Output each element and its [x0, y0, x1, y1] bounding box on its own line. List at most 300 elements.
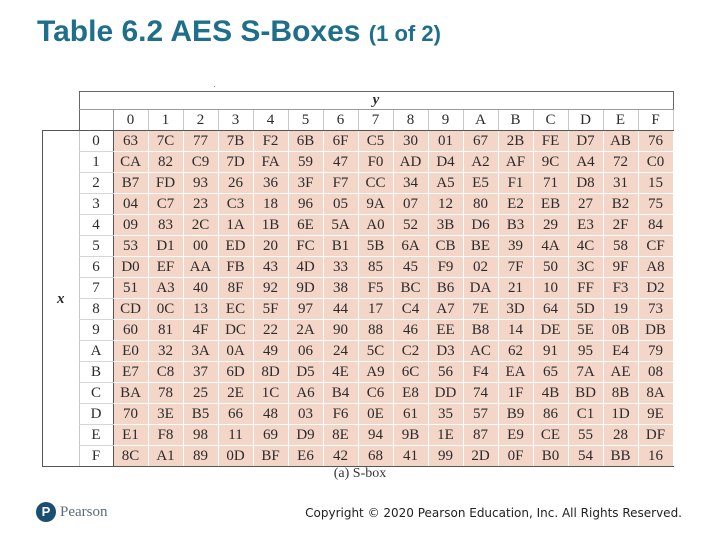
column-header: F: [638, 110, 673, 131]
sbox-cell: AC: [463, 341, 498, 362]
sbox-cell: 34: [393, 173, 428, 194]
sbox-cell: 13: [183, 299, 218, 320]
sbox-cell: 1D: [603, 404, 638, 425]
sbox-cell: 50: [533, 257, 568, 278]
sbox-cell: 41: [393, 446, 428, 467]
sbox-cell: 6C: [393, 362, 428, 383]
sbox-cell: 7D: [218, 152, 253, 173]
sbox-cell: CC: [358, 173, 393, 194]
sbox-cell: 04: [113, 194, 148, 215]
column-header: 3: [218, 110, 253, 131]
sbox-cell: 85: [358, 257, 393, 278]
sbox-cell: A6: [288, 383, 323, 404]
sbox-cell: 15: [638, 173, 673, 194]
sbox-cell: 24: [323, 341, 358, 362]
row-header: A: [79, 341, 113, 362]
table-row: [43, 425, 674, 446]
sbox-cell: 20: [253, 236, 288, 257]
sbox-cell: FC: [288, 236, 323, 257]
sbox-cell: DD: [428, 383, 463, 404]
sbox-cell: 7F: [498, 257, 533, 278]
sbox-cell: 90: [323, 320, 358, 341]
sbox-cell: C1: [568, 404, 603, 425]
sbox-cell: 5C: [358, 341, 393, 362]
sbox-cell: 49: [253, 341, 288, 362]
sbox-cell: E2: [498, 194, 533, 215]
sbox-cell: 53: [113, 236, 148, 257]
sbox-cell: EC: [218, 299, 253, 320]
row-header: 2: [79, 173, 113, 194]
sbox-cell: DF: [638, 425, 673, 446]
table-row: [43, 278, 674, 299]
sbox-cell: ED: [218, 236, 253, 257]
sbox-cell: E4: [603, 341, 638, 362]
sbox-cell: 63: [113, 131, 148, 152]
column-header: 6: [323, 110, 358, 131]
sbox-cell: 4F: [183, 320, 218, 341]
sbox-cell: EA: [498, 362, 533, 383]
x-axis-label: x: [43, 131, 80, 467]
sbox-cell: 96: [288, 194, 323, 215]
sbox-cell: 67: [463, 131, 498, 152]
table-row: [43, 320, 674, 341]
sbox-cell: BD: [568, 383, 603, 404]
sbox-cell: 08: [638, 362, 673, 383]
sbox-cell: 58: [603, 236, 638, 257]
sbox-cell: 1F: [498, 383, 533, 404]
sbox-cell: 98: [183, 425, 218, 446]
sbox-cell: 30: [393, 131, 428, 152]
sbox-cell: 70: [113, 404, 148, 425]
y-axis-label: y: [79, 92, 673, 110]
sbox-cell: 2B: [498, 131, 533, 152]
sbox-cell: 17: [358, 299, 393, 320]
sbox-cell: 6B: [288, 131, 323, 152]
sbox-cell: E9: [498, 425, 533, 446]
sbox-cell: FE: [533, 131, 568, 152]
sbox-cell: E7: [113, 362, 148, 383]
sbox-cell: E8: [393, 383, 428, 404]
sbox-cell: BC: [393, 278, 428, 299]
sbox-cell: B0: [533, 446, 568, 467]
sbox-cell: 81: [148, 320, 183, 341]
sbox-cell: F6: [323, 404, 358, 425]
sbox-cell: D1: [148, 236, 183, 257]
sbox-cell: CB: [428, 236, 463, 257]
sbox-cell: 68: [358, 446, 393, 467]
sbox-cell: 0E: [358, 404, 393, 425]
sbox-cell: C9: [183, 152, 218, 173]
sbox-cell: C6: [358, 383, 393, 404]
sbox-cell: F1: [498, 173, 533, 194]
sbox-cell: 6E: [288, 215, 323, 236]
table-row: [43, 257, 674, 278]
sbox-cell: 72: [603, 152, 638, 173]
sbox-cell: D4: [428, 152, 463, 173]
row-header: 1: [79, 152, 113, 173]
row-header: 0: [79, 131, 113, 152]
row-header: B: [79, 362, 113, 383]
sbox-cell: C2: [393, 341, 428, 362]
sbox-cell: BF: [253, 446, 288, 467]
header-corner: [79, 110, 113, 131]
sbox-cell: 9F: [603, 257, 638, 278]
sbox-cell: F4: [463, 362, 498, 383]
sbox-cell: 35: [428, 404, 463, 425]
sbox-cell: 54: [568, 446, 603, 467]
column-header: 1: [148, 110, 183, 131]
sbox-cell: 5E: [568, 320, 603, 341]
sbox-cell: 2C: [183, 215, 218, 236]
sbox-cell: 82: [148, 152, 183, 173]
column-header: 5: [288, 110, 323, 131]
sbox-cell: E3: [568, 215, 603, 236]
column-header: 2: [183, 110, 218, 131]
sbox-cell: 47: [323, 152, 358, 173]
sbox-cell: 32: [148, 341, 183, 362]
sbox-cell: DB: [638, 320, 673, 341]
sbox-cell: 19: [603, 299, 638, 320]
sbox-cell: 99: [428, 446, 463, 467]
sbox-cell: D7: [568, 131, 603, 152]
sbox-cell: A1: [148, 446, 183, 467]
sbox-cell: B5: [183, 404, 218, 425]
sbox-cell: 42: [323, 446, 358, 467]
sbox-cell: F0: [358, 152, 393, 173]
sbox-cell: B6: [428, 278, 463, 299]
title-main: Table 6.2 AES S-Boxes: [37, 15, 361, 48]
sbox-cell: 73: [638, 299, 673, 320]
slide-title: [37, 14, 441, 50]
sbox-cell: F8: [148, 425, 183, 446]
sbox-cell: 3B: [428, 215, 463, 236]
sbox-cell: DA: [463, 278, 498, 299]
sbox-cell: 3D: [498, 299, 533, 320]
column-header-row: [43, 110, 674, 131]
column-header: D: [568, 110, 603, 131]
sbox-cell: BA: [113, 383, 148, 404]
table-row: [43, 173, 674, 194]
sbox-cell: E5: [463, 173, 498, 194]
sbox-cell: 5B: [358, 236, 393, 257]
sbox-cell: A7: [428, 299, 463, 320]
sbox-cell: EF: [148, 257, 183, 278]
sbox-cell: 37: [183, 362, 218, 383]
stray-dot: [214, 86, 215, 87]
title-subtitle: (1 of 2): [368, 21, 441, 46]
row-header: 3: [79, 194, 113, 215]
sbox-cell: 6D: [218, 362, 253, 383]
sbox-cell: 55: [568, 425, 603, 446]
sbox-cell: 69: [253, 425, 288, 446]
sbox-cell: 06: [288, 341, 323, 362]
sbox-cell: 3F: [288, 173, 323, 194]
table-row: [43, 152, 674, 173]
sbox-cell: 3E: [148, 404, 183, 425]
sbox-cell: 9C: [533, 152, 568, 173]
sbox-cell: 92: [253, 278, 288, 299]
column-header: 4: [253, 110, 288, 131]
table-spacer: [43, 92, 80, 131]
sbox-cell: 8E: [323, 425, 358, 446]
sbox-cell: 39: [498, 236, 533, 257]
sbox-cell: 9D: [288, 278, 323, 299]
sbox-cell: 43: [253, 257, 288, 278]
sbox-cell: 52: [393, 215, 428, 236]
sbox-cell: 86: [533, 404, 568, 425]
sbox-cell: FD: [148, 173, 183, 194]
sbox-cell: 48: [253, 404, 288, 425]
pearson-logo-icon: P: [36, 502, 56, 522]
sbox-cell: A3: [148, 278, 183, 299]
sbox-cell: 0F: [498, 446, 533, 467]
sbox-cell: 1E: [428, 425, 463, 446]
sbox-cell: 4E: [323, 362, 358, 383]
sbox-cell: 66: [218, 404, 253, 425]
sbox-cell: F5: [358, 278, 393, 299]
sbox-cell: 7A: [568, 362, 603, 383]
sbox-cell: 2D: [463, 446, 498, 467]
sbox-cell: EE: [428, 320, 463, 341]
sbox-cell: E0: [113, 341, 148, 362]
sbox-cell: B9: [498, 404, 533, 425]
sbox-table: [42, 91, 674, 467]
sbox-cell: 7C: [148, 131, 183, 152]
row-header: 9: [79, 320, 113, 341]
column-header: 7: [358, 110, 393, 131]
sbox-cell: C0: [638, 152, 673, 173]
sbox-cell: 25: [183, 383, 218, 404]
sbox-cell: 95: [568, 341, 603, 362]
sbox-cell: F7: [323, 173, 358, 194]
sbox-cell: 27: [568, 194, 603, 215]
column-header: B: [498, 110, 533, 131]
sbox-cell: 29: [533, 215, 568, 236]
table-row: [43, 362, 674, 383]
sbox-cell: 94: [358, 425, 393, 446]
sbox-cell: 5A: [323, 215, 358, 236]
sbox-cell: 6F: [323, 131, 358, 152]
sbox-cell: 28: [603, 425, 638, 446]
row-header: 7: [79, 278, 113, 299]
table-row: [43, 194, 674, 215]
sbox-cell: CA: [113, 152, 148, 173]
table-row: [43, 383, 674, 404]
sbox-cell: A9: [358, 362, 393, 383]
sbox-cell: CF: [638, 236, 673, 257]
column-header: E: [603, 110, 638, 131]
sbox-cell: D2: [638, 278, 673, 299]
sbox-cell: 2F: [603, 215, 638, 236]
sbox-cell: 80: [463, 194, 498, 215]
sbox-cell: F9: [428, 257, 463, 278]
pearson-logo: [36, 502, 108, 522]
sbox-cell: 77: [183, 131, 218, 152]
row-header: E: [79, 425, 113, 446]
column-header: 0: [113, 110, 148, 131]
sbox-cell: D9: [288, 425, 323, 446]
sbox-cell: 18: [253, 194, 288, 215]
sbox-cell: 51: [113, 278, 148, 299]
sbox-cell: 36: [253, 173, 288, 194]
row-header: 6: [79, 257, 113, 278]
sbox-cell: 7B: [218, 131, 253, 152]
sbox-cell: 33: [323, 257, 358, 278]
sbox-cell: AB: [603, 131, 638, 152]
sbox-cell: 23: [183, 194, 218, 215]
sbox-cell: 8A: [638, 383, 673, 404]
sbox-cell: 78: [148, 383, 183, 404]
sbox-cell: 7E: [463, 299, 498, 320]
sbox-cell: 59: [288, 152, 323, 173]
sbox-cell: E6: [288, 446, 323, 467]
sbox-cell: AE: [603, 362, 638, 383]
table-row: [43, 236, 674, 257]
sbox-cell: CE: [533, 425, 568, 446]
sbox-cell: D3: [428, 341, 463, 362]
sbox-cell: 1A: [218, 215, 253, 236]
sbox-cell: 3A: [183, 341, 218, 362]
sbox-cell: FF: [568, 278, 603, 299]
sbox-cell: A5: [428, 173, 463, 194]
sbox-cell: EB: [533, 194, 568, 215]
column-header: 9: [428, 110, 463, 131]
sbox-cell: 2A: [288, 320, 323, 341]
sbox-cell: A0: [358, 215, 393, 236]
sbox-cell: DE: [533, 320, 568, 341]
sbox-cell: 16: [638, 446, 673, 467]
table-row: [43, 446, 674, 467]
sbox-cell: FB: [218, 257, 253, 278]
sbox-cell: B1: [323, 236, 358, 257]
sbox-cell: F2: [253, 131, 288, 152]
sbox-cell: 0C: [148, 299, 183, 320]
sbox-cell: 89: [183, 446, 218, 467]
sbox-cell: B3: [498, 215, 533, 236]
sbox-cell: 0B: [603, 320, 638, 341]
sbox-cell: AD: [393, 152, 428, 173]
sbox-cell: 05: [323, 194, 358, 215]
sbox-cell: 26: [218, 173, 253, 194]
sbox-cell: AF: [498, 152, 533, 173]
sbox-cell: B8: [463, 320, 498, 341]
sbox-cell: 01: [428, 131, 463, 152]
sbox-cell: 0A: [218, 341, 253, 362]
sbox-cell: AA: [183, 257, 218, 278]
sbox-cell: 71: [533, 173, 568, 194]
sbox-cell: 65: [533, 362, 568, 383]
sbox-cell: 76: [638, 131, 673, 152]
sbox-cell: 03: [288, 404, 323, 425]
sbox-cell: 60: [113, 320, 148, 341]
sbox-cell: 4D: [288, 257, 323, 278]
sbox-cell: 22: [253, 320, 288, 341]
sbox-cell: BE: [463, 236, 498, 257]
sbox-cell: 57: [463, 404, 498, 425]
sbox-cell: C7: [148, 194, 183, 215]
sbox-cell: 02: [463, 257, 498, 278]
pearson-logo-text: Pearson: [60, 503, 108, 520]
sbox-cell: 4A: [533, 236, 568, 257]
column-header: 8: [393, 110, 428, 131]
sbox-cell: A8: [638, 257, 673, 278]
sbox-cell: 38: [323, 278, 358, 299]
sbox-cell: D0: [113, 257, 148, 278]
sbox-cell: 0D: [218, 446, 253, 467]
sbox-cell: 79: [638, 341, 673, 362]
sbox-cell: 56: [428, 362, 463, 383]
sbox-cell: 97: [288, 299, 323, 320]
sbox-cell: 12: [428, 194, 463, 215]
sbox-cell: 8D: [253, 362, 288, 383]
sbox-cell: 62: [498, 341, 533, 362]
sbox-cell: D5: [288, 362, 323, 383]
sbox-cell: 8F: [218, 278, 253, 299]
sbox-cell: 07: [393, 194, 428, 215]
sbox-cell: 21: [498, 278, 533, 299]
row-header: C: [79, 383, 113, 404]
row-header: 8: [79, 299, 113, 320]
sbox-cell: 75: [638, 194, 673, 215]
sbox-cell: 91: [533, 341, 568, 362]
sbox-cell: 61: [393, 404, 428, 425]
sbox-cell: 6A: [393, 236, 428, 257]
sbox-cell: 44: [323, 299, 358, 320]
sbox-cell: A2: [463, 152, 498, 173]
sbox-cell: 9B: [393, 425, 428, 446]
sbox-cell: C5: [358, 131, 393, 152]
sbox-cell: DC: [218, 320, 253, 341]
sbox-cell: 2E: [218, 383, 253, 404]
column-header: C: [533, 110, 568, 131]
sbox-cell: 83: [148, 215, 183, 236]
table-row: [43, 131, 674, 152]
sbox-cell: F3: [603, 278, 638, 299]
sbox-cell: B2: [603, 194, 638, 215]
table-row: [43, 299, 674, 320]
column-header: A: [463, 110, 498, 131]
sbox-cell: FA: [253, 152, 288, 173]
sbox-cell: 9E: [638, 404, 673, 425]
sbox-cell: 84: [638, 215, 673, 236]
sbox-cell: E1: [113, 425, 148, 446]
sbox-cell: 93: [183, 173, 218, 194]
sbox-cell: D8: [568, 173, 603, 194]
table-row: [43, 341, 674, 362]
sbox-cell: B7: [113, 173, 148, 194]
sbox-cell: C8: [148, 362, 183, 383]
sbox-cell: 64: [533, 299, 568, 320]
sbox-cell: 4C: [568, 236, 603, 257]
sbox-cell: D6: [463, 215, 498, 236]
sbox-cell: 45: [393, 257, 428, 278]
sbox-cell: 4B: [533, 383, 568, 404]
sbox-cell: 10: [533, 278, 568, 299]
sbox-cell: BB: [603, 446, 638, 467]
sbox-cell: C3: [218, 194, 253, 215]
sbox-cell: 14: [498, 320, 533, 341]
sbox-cell: 11: [218, 425, 253, 446]
sbox-cell: 09: [113, 215, 148, 236]
sbox-cell: 74: [463, 383, 498, 404]
sbox-cell: 5F: [253, 299, 288, 320]
sbox-cell: 8C: [113, 446, 148, 467]
sbox-cell: 1B: [253, 215, 288, 236]
table-caption: (a) S-box: [333, 466, 387, 481]
sbox-cell: C4: [393, 299, 428, 320]
sbox-cell: 46: [393, 320, 428, 341]
sbox-cell: 31: [603, 173, 638, 194]
